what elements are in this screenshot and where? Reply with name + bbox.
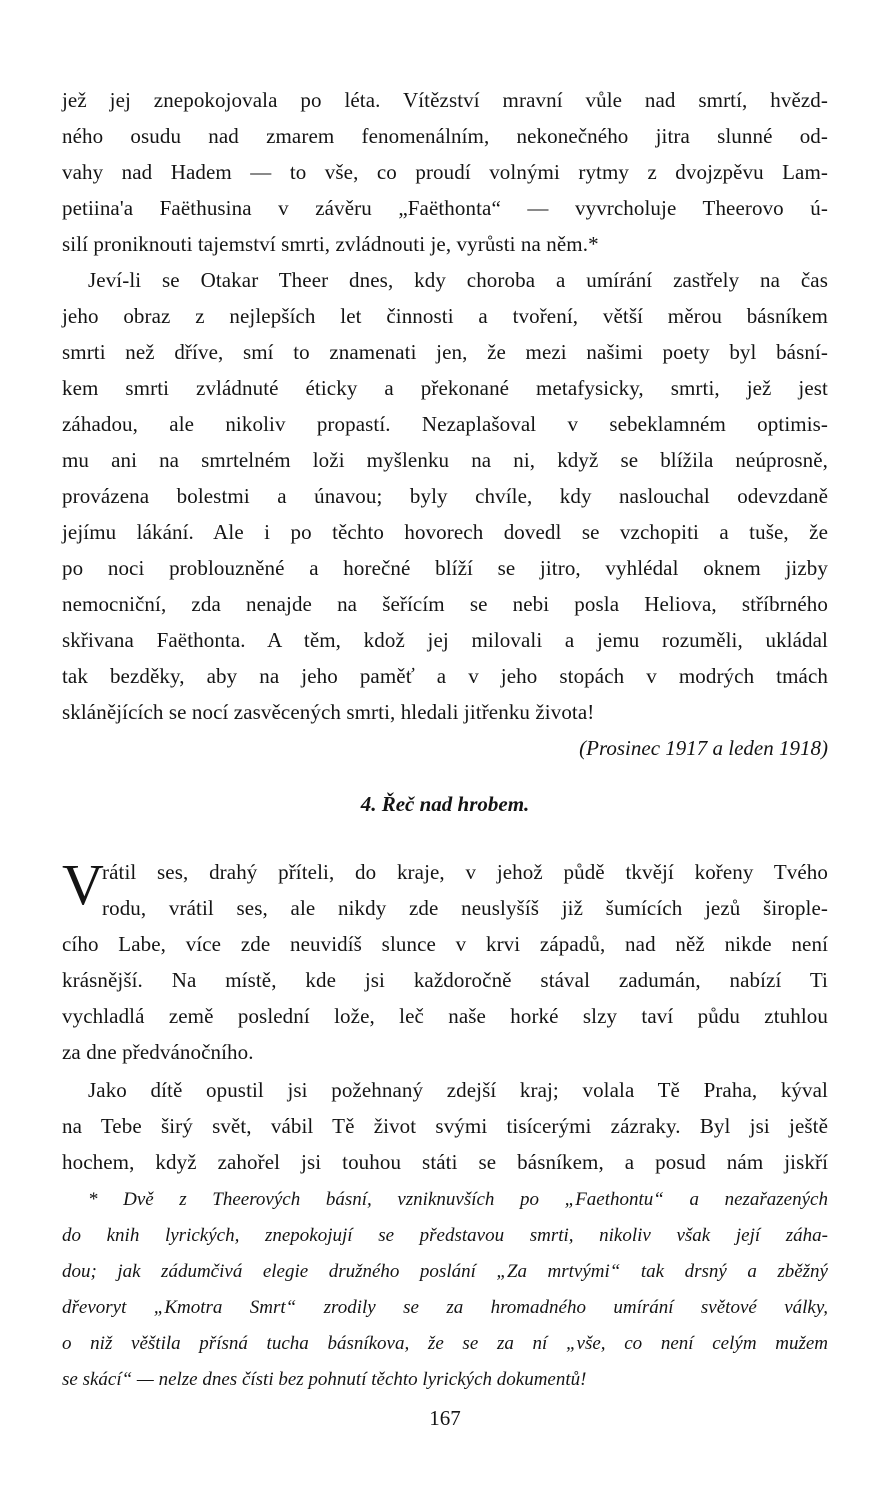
text-line: rátil ses, drahý příteli, do kraje, v jehož půdě tkvějí kořeny Tvého	[102, 860, 828, 884]
text-line: rodu, vrátil ses, ale nikdy zde neuslyšíš již šumících jezů širople-	[102, 896, 828, 920]
text-line: silí proniknouti tajemství smrti, zvládnouti je, vyrůsti na něm.*	[62, 232, 599, 256]
text-line: mu ani na smrtelném loži myšlenku na ni, když se blížila neúprosně,	[62, 448, 828, 472]
date-line: (Prosinec 1917 a leden 1918)	[579, 736, 828, 760]
text-line: petiina'a Faëthusina v závěru „Faëthonta“ — vyvrcholuje Theerovo ú-	[62, 196, 828, 220]
text-line: tak bezděky, aby na jeho paměť a v jeho stopách v modrých tmách	[62, 664, 828, 688]
text-line: za dne předvánočního.	[62, 1040, 254, 1064]
text-line: provázena bolestmi a únavou; byly chvíle, kdy naslouchal odevzdaně	[62, 484, 828, 508]
text-line: cího Labe, více zde neuvidíš slunce v krvi západů, nad něž nikde není	[62, 932, 828, 956]
text-line: jež jej znepokojovala po léta. Vítězství mravní vůle nad smrtí, hvězd-	[62, 88, 828, 112]
text-line: vychladlá země poslední lože, leč naše horké slzy taví půdu ztuhlou	[62, 1004, 828, 1028]
text-line: kem smrti zvládnuté éticky a překonané metafysicky, smrti, jež jest	[62, 376, 828, 400]
footnote-line: dřevoryt „Kmotra Smrt“ zrodily se za hromadného umírání světové války,	[62, 1297, 828, 1318]
page-number: 167	[429, 1406, 461, 1430]
text-line: jeho obraz z nejlepších let činnosti a tvoření, větší měrou básníkem	[62, 304, 828, 328]
footnote-line: do knih lyrických, znepokojují se představou smrti, nikoliv však její záha-	[62, 1225, 828, 1246]
footnote-line: * Dvě z Theerových básní, vzniknuvších po „Faethontu“ a nezařazených	[88, 1189, 828, 1210]
text-line: sklánějících se nocí zasvěcených smrti, hledali jitřenku života!	[62, 700, 595, 724]
drop-cap: V	[62, 852, 104, 917]
text-line: na Tebe širý svět, vábil Tě život svými tisícerými zázraky. Byl jsi ještě	[62, 1114, 828, 1138]
text-line: jejímu lákání. Ale i po těchto hovorech dovedl se vzchopiti a tuše, že	[62, 520, 828, 544]
text-line: hochem, když zahořel jsi touhou státi se básníkem, a posud nám jiskří	[62, 1150, 828, 1174]
footnote-line: o niž věštila přísná tucha básníkova, že se za ní „vše, co není celým mužem	[62, 1333, 828, 1354]
footnote-line: dou; jak zádumčivá elegie družného poslání „Za mrtvými“ tak drsný a zběžný	[62, 1261, 828, 1282]
section-heading: 4. Řeč nad hrobem.	[360, 792, 530, 816]
text-line: krásnější. Na místě, kde jsi každoročně stával zadumán, nabízí Ti	[62, 968, 828, 992]
text-line: Jako dítě opustil jsi požehnaný zdejší kraj; volala Tě Praha, kýval	[88, 1078, 828, 1102]
text-line: po noci problouzněné a horečné blíží se jitro, vyhlédal oknem jizby	[62, 556, 828, 580]
text-line: Jeví-li se Otakar Theer dnes, kdy choroba a umírání zastřely na čas	[88, 268, 828, 292]
text-line: nemocniční, zda nenajde na šeřícím se nebi posla Heliova, stříbrného	[62, 592, 828, 616]
footnote-line: se skácí“ — nelze dnes čísti bez pohnutí těchto lyrických dokumentů!	[62, 1369, 587, 1390]
text-line: vahy nad Hadem — to vše, co proudí volnými rytmy z dvojzpěvu Lam-	[62, 160, 828, 184]
text-line: skřivana Faëthonta. A těm, kdož jej milovali a jemu rozuměli, ukládal	[62, 628, 828, 652]
text-line: ného osudu nad zmarem fenomenálním, nekonečného jitra slunné od-	[62, 124, 828, 148]
text-line: záhadou, ale nikoliv propastí. Nezaplašoval v sebeklamném optimis-	[62, 412, 828, 436]
text-line: smrti než dříve, smí to znamenati jen, že mezi našimi poety byl básní-	[62, 340, 828, 364]
